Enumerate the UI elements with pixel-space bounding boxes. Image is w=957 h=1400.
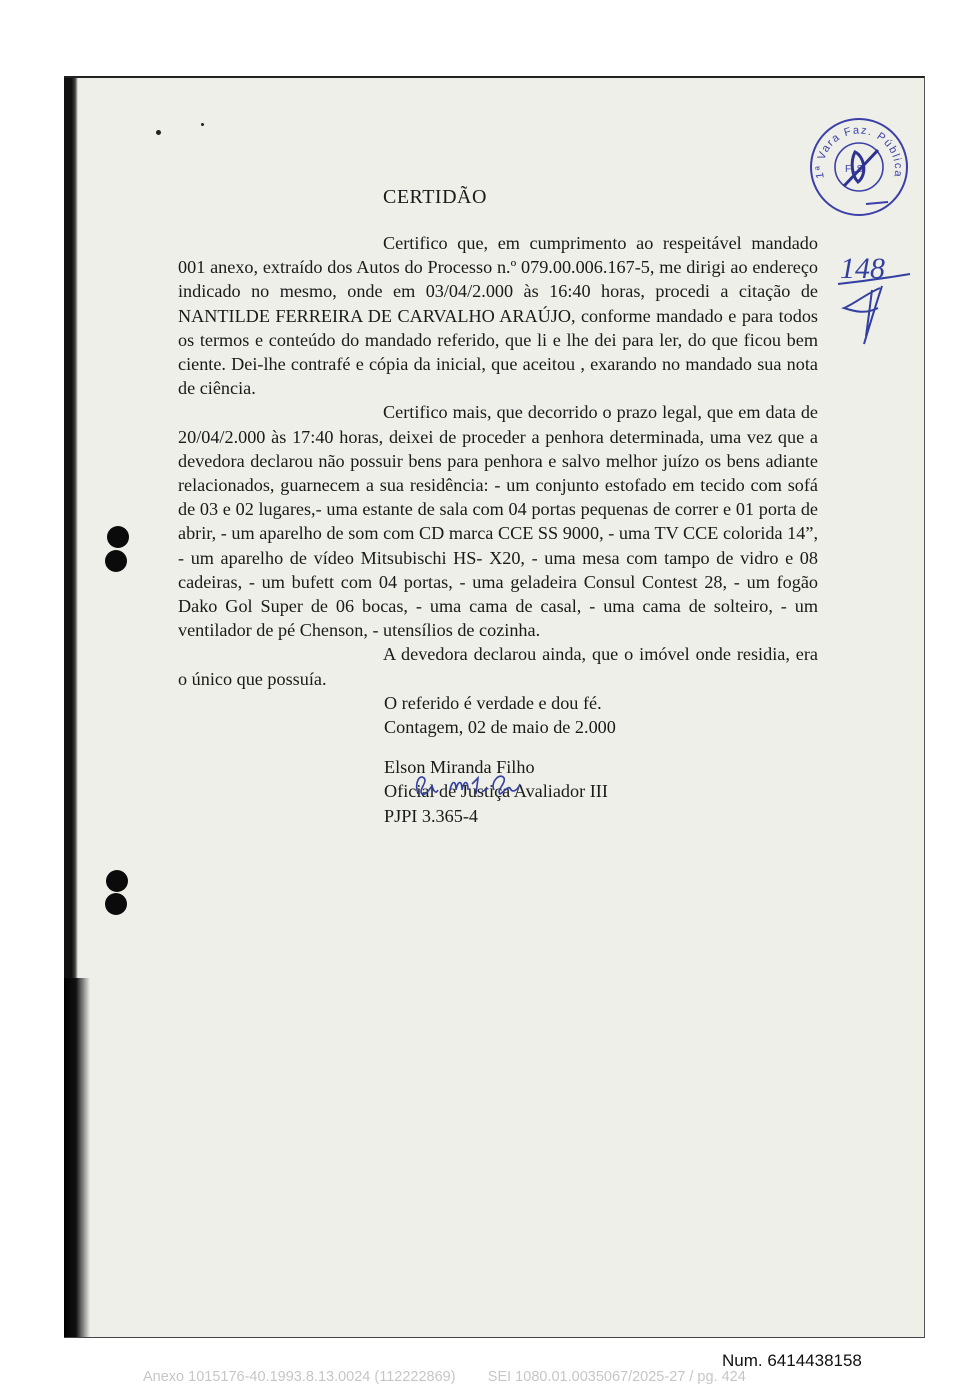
officer-name: Elson Miranda Filho: [384, 757, 535, 778]
signature-space: [384, 739, 818, 755]
court-stamp: [808, 116, 910, 218]
paragraph-seizure: Certifico mais, que decorrido o prazo legal, que em data de 20/04/2.000 às 17:40 horas, deixei de proceder a penhora determinada, uma vez que a devedora declarou não possuir bens para penhora e salvo melhor juízo os bens adiante relacionados, guarnecem a sua residência: - um conjunto estofado em tecido com sofá de 03 e 02 lugares,- uma estante de sala com 04 portas pequenas de correr e 01 porta de abrir, - um aparelho de som com CD marca CCE SS 9000, - uma TV CCE colorida 14”, - um aparelho de vídeo Mitsubischi HS- X20, - uma mesa com tampo de vidro e 08 cadeiras, - um bufett com 04 portas, - uma geladeira Consul Contest 28, - um fogão Dako Gol Super de 06 bocas, - uma cama de casal, - uma cama de solteiro, - um ventilador de pé Chenson, - utensílios de cozinha.: [178, 402, 818, 641]
handwritten-page-number: [836, 244, 916, 354]
certificate-body: [178, 186, 818, 828]
closing-block: [384, 691, 818, 828]
punch-hole: [105, 550, 127, 572]
annex-reference: Anexo 1015176-40.1993.8.13.0024 (112222869) SEI 1080.01.0035067/2025-27 / pg. 424: [143, 1369, 746, 1385]
page-title: CERTIDÃO: [383, 186, 487, 208]
page-number-text: 148: [840, 252, 885, 285]
paragraph-citation: Certifico que, em cumprimento ao respeitável mandado 001 anexo, extraído dos Autos do Processo n.º 079.00.006.167-5, me dirigi ao endereço indicado no mesmo, onde em 03/04/2.000 às 16:40 horas, procedi a citação de NANTILDE FERREIRA DE CARVALHO ARAÚJO, conforme mandado e para todos os termos e conteúdo do mandado referido, que li e lhe dei para ler, do que ficou bem ciente. Dei-lhe contrafé e cópia da inicial, que aceitou , exarando no mandado sua nota de ciência.: [178, 233, 818, 399]
handwritten-signature: [410, 768, 530, 802]
place-date: Contagem, 02 de maio de 2.000: [384, 717, 616, 738]
stamp-text: 1ª Vara Faz. Pública: [813, 124, 905, 180]
truth-statement: O referido é verdade e dou fé.: [384, 692, 602, 713]
punch-hole: [106, 870, 128, 892]
punch-hole: [107, 526, 129, 548]
scan-shadow-edge-lower: [64, 978, 90, 1338]
punch-hole: [105, 893, 127, 915]
scan-speck: [156, 130, 161, 135]
officer-registration: PJPI 3.365-4: [384, 805, 478, 826]
officer-role: Oficial de Justiça Avaliador III: [384, 781, 608, 802]
scan-speck: [201, 123, 204, 126]
paragraph-declaration: A devedora declarou ainda, que o imóvel onde residia, era o único que possuía.: [178, 644, 818, 689]
stamp-inner-text: FLS: [845, 164, 864, 175]
document-number: Num. 6414438158: [722, 1351, 862, 1370]
